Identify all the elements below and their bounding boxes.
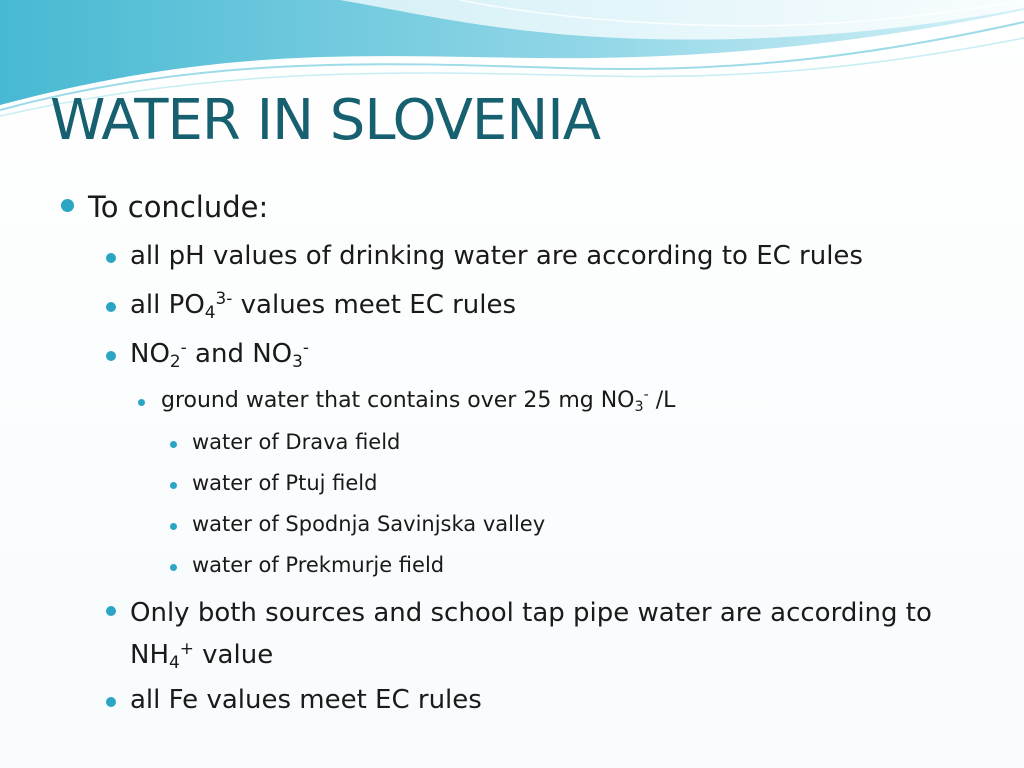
list-item-conclude bbox=[88, 190, 268, 224]
bullet-icon bbox=[106, 253, 116, 263]
list-item-ground-water: ground water that contains over 25 mg $NO_3^-$ /L bbox=[161, 387, 676, 416]
list-item-text: all Fe values meet EC rules bbox=[130, 685, 482, 715]
list-item-text: water of Ptuj field bbox=[192, 471, 378, 495]
bullet-icon bbox=[61, 199, 74, 212]
bullet-icon bbox=[106, 606, 116, 616]
slide-title: WATER IN SLOVENIA bbox=[50, 88, 601, 153]
list-item-text: water of Prekmurje field bbox=[192, 553, 445, 577]
bullet-icon bbox=[106, 302, 116, 312]
list-item-drava bbox=[192, 430, 400, 454]
list-item-text: all pH values of drinking water are according to EC rules bbox=[130, 241, 863, 271]
list-item-no2-no3: $NO_2^-$ and $NO_3^-$ bbox=[130, 336, 309, 372]
bullet-icon bbox=[170, 523, 177, 530]
bullet-icon bbox=[106, 697, 116, 707]
list-item-savinjska bbox=[192, 512, 545, 536]
list-item-po4: all $PO_4^{3-}$ values meet EC rules bbox=[130, 287, 517, 323]
bullet-icon bbox=[170, 564, 177, 571]
list-item-text: To conclude: bbox=[88, 190, 269, 224]
list-item-text: water of Spodnja Savinjska valley bbox=[192, 512, 546, 536]
bullet-icon bbox=[138, 399, 145, 406]
list-item-ptuj bbox=[192, 471, 377, 495]
list-item-nh4: Only both sources and school tap pipe water are according to $NH_4^+$ value bbox=[130, 598, 932, 673]
list-item-ph bbox=[130, 241, 863, 271]
list-item-text: water of Drava field bbox=[192, 430, 401, 454]
bullet-icon bbox=[170, 441, 177, 448]
list-item-fe bbox=[130, 685, 482, 715]
list-item-prekmurje bbox=[192, 553, 444, 577]
bullet-icon bbox=[170, 482, 177, 489]
bullet-icon bbox=[106, 351, 116, 361]
